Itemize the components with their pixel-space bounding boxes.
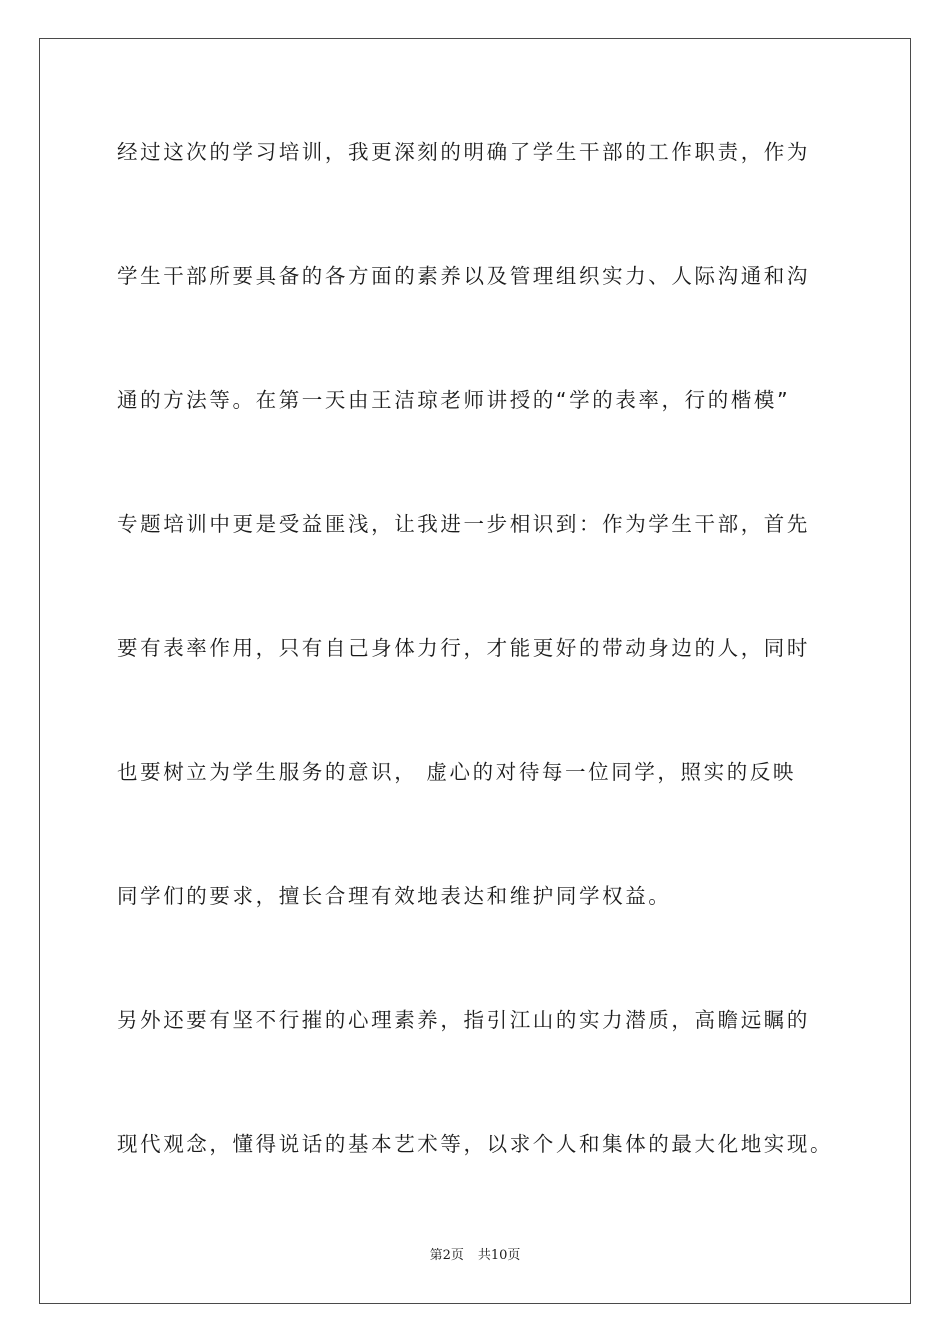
- page-footer: [0, 1247, 950, 1265]
- page-total: 共10页: [477, 1248, 521, 1263]
- paragraph-line-9: 现代观念，懂得说话的基本艺术等，以求个人和集体的最大化地实现。: [117, 1132, 834, 1156]
- paragraph-line-6: 也要树立为学生服务的意识， 虚心的对待每一位同学，照实的反映: [117, 760, 797, 784]
- paragraph-line-8: 另外还要有坚不行摧的心理素养，指引江山的实力潜质，高瞻远瞩的: [117, 1008, 810, 1032]
- page-number: 第2页: [429, 1248, 464, 1263]
- paragraph-line-2: 学生干部所要具备的各方面的素养以及管理组织实力、人际沟通和沟: [117, 264, 810, 288]
- paragraph-line-5: 要有表率作用，只有自己身体力行，才能更好的带动身边的人，同时: [117, 636, 810, 660]
- paragraph-line-1: 经过这次的学习培训，我更深刻的明确了学生干部的工作职责，作为: [117, 140, 810, 164]
- paragraph-line-3: 通的方法等。在第一天由王洁琼老师讲授的“学的表率，行的楷模”: [117, 388, 791, 412]
- paragraph-line-4: 专题培训中更是受益匪浅，让我进一步相识到：作为学生干部，首先: [117, 512, 810, 536]
- page-border: [39, 38, 911, 1304]
- paragraph-line-7: 同学们的要求，擅长合理有效地表达和维护同学权益。: [117, 884, 672, 908]
